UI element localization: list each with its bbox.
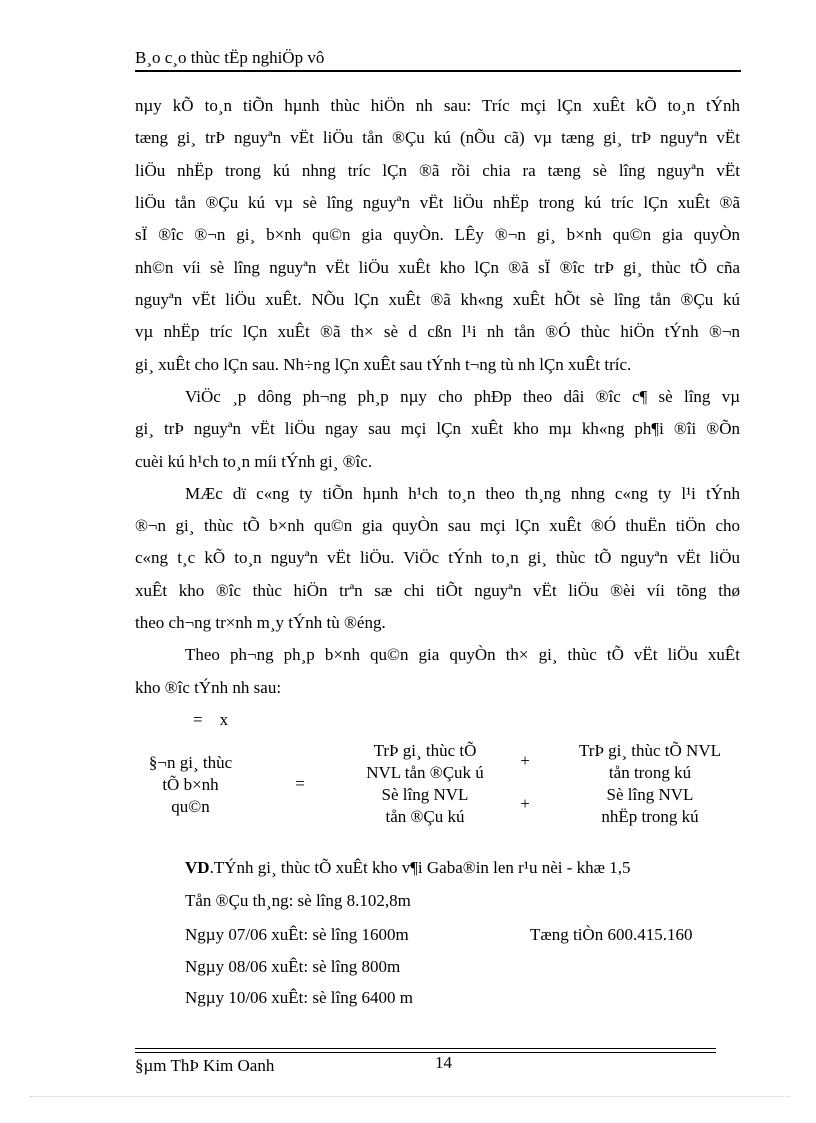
text-line: xuÊt kho ®îc thùc hiÖn trªn sæ chi tiÕt nguyªn vËt liÖu ®èi víi tõng thø: [135, 581, 740, 600]
text-line: ViÖc ¸p dông ph¬ng ph¸p nµy cho phÐp theo dâi ®îc c¶ sè lîng vµ: [185, 387, 740, 406]
example-row: Ngµy 07/06 xuÊt: sè lîng 1600m: [185, 925, 409, 944]
formula-numerator-plus: +: [520, 751, 530, 770]
text-line: c«ng t¸c kÕ to¸n nguyªn vËt liÖu. ViÖc tÝnh to¸n gi¸ thùc tÕ nguyªn vËt liÖu: [135, 548, 740, 567]
text-line: ®¬n gi¸ thùc tÕ b×nh qu©n gia quyÒn sau mçi lÇn xuÊt ®Ó thuËn tiÖn cho: [135, 516, 740, 535]
text-line: nh©n víi sè lîng nguyªn vËt liÖu xuÊt kho lÇn ®ã sÏ ®îc trÞ gi¸ thùc tÕ cña: [135, 258, 740, 277]
text-line: liÖu nhËp trong kú nhng tríc lÇn ®ã rồi chia ra tæng sè lîng nguyªn vËt: [135, 161, 740, 180]
page-edge-divider: [30, 1096, 790, 1097]
formula-term-line: tån trong kú: [608, 763, 692, 782]
formula-lhs-line: §¬n gi¸ thùc: [148, 753, 233, 772]
formula-denominator-right: [560, 784, 740, 828]
example-row: Ngµy 10/06 xuÊt: sè lîng 6400 m: [185, 988, 413, 1007]
text-line: MÆc dï c«ng ty tiÕn hµnh h¹ch to¸n theo th¸ng nhng c«ng ty l¹i tÝnh: [185, 484, 740, 503]
text-line: vµ nhËp tríc lÇn xuÊt ®ã th× sè d cßn l¹i nh tån ®Ó thùc hiÖn tÝnh ®¬n: [135, 322, 740, 341]
formula-numerator-right: [560, 740, 740, 784]
formula-term-line: Sè lîng NVL: [381, 785, 469, 804]
example-title-text: .TÝnh gi¸ thùc tÕ xuÊt kho v¶i Gaba®in len r¹u nèi - khæ 1,5: [209, 858, 631, 877]
example-title: [185, 858, 630, 878]
formula-term-line: NVL tån ®Çuk ú: [366, 763, 484, 782]
text-line: tæng gi¸ trÞ nguyªn vËt liÖu tån ®Çu kú (nÕu cã) vµ tæng gi¸ trÞ nguyªn vËt: [135, 128, 740, 147]
text-line: theo ch¬ng tr×nh m¸y tÝnh tù ®éng.: [135, 613, 386, 632]
formula-numerator-left: [345, 740, 505, 784]
text-line: sÏ ®îc ®¬n gi¸ b×nh qu©n gia quyÒn. LÊy ®¬n gi¸ b×nh qu©n gia quyÒn: [135, 225, 740, 244]
example-label: VD: [185, 858, 210, 877]
text-line: kho ®îc tÝnh nh sau:: [135, 678, 282, 697]
formula-top-line: = x: [193, 710, 229, 729]
formula-denominator-plus: +: [520, 794, 530, 813]
formula-denominator-left: [345, 784, 505, 828]
formula-lhs-line: tÕ b×nh: [162, 775, 219, 794]
formula-term-line: nhËp trong kú: [601, 807, 699, 826]
formula-lhs-line: qu©n: [171, 797, 210, 816]
text-line: nµy kÕ to¸n tiÕn hµnh thùc hiÖn nh sau: Tríc mçi lÇn xuÊt kÕ to¸n tÝnh: [135, 96, 740, 115]
footer-rule: [135, 1048, 716, 1049]
formula-term-line: Sè lîng NVL: [606, 785, 694, 804]
formula-term-line: TrÞ gi¸ thùc tÕ NVL: [579, 741, 721, 760]
text-line: nguyªn vËt liÖu xuÊt. NÕu lÇn xuÊt ®ã kh«ng xuÊt hÕt sè lîng tån ®Çu kú: [135, 290, 740, 309]
example-row-total: Tæng tiÒn 600.415.160: [530, 925, 693, 944]
example-row: Ngµy 08/06 xuÊt: sè lîng 800m: [185, 957, 401, 976]
text-line: cuèi kú h¹ch to¸n míi tÝnh gi¸ ®îc.: [135, 452, 373, 471]
text-line: Theo ph¬ng ph¸p b×nh qu©n gia quyÒn th× gi¸ thùc tÕ vËt liÖu xuÊt: [185, 645, 740, 664]
text-line: liÖu tån ®Çu kú vµ sè lîng nguyªn vËt liÖu nhËp trong kú tríc lÇn xuÊt ®ã: [135, 193, 740, 212]
page-number: 14: [435, 1053, 452, 1072]
footer-author: §µm ThÞ Kim Oanh: [135, 1056, 275, 1075]
formula-term-line: TrÞ gi¸ thùc tÕ: [373, 741, 477, 760]
header-rule: [135, 70, 741, 72]
header-title: B¸o c¸o thùc tËp nghiÖp vô: [135, 48, 325, 67]
text-line: gi¸ xuÊt cho lÇn sau. Nh÷ng lÇn xuÊt sau tÝnh t¬ng tù nh lÇn xuÊt tríc.: [135, 355, 632, 374]
formula-equals: =: [295, 774, 305, 793]
formula-lhs: [128, 752, 253, 818]
example-opening: Tån ®Çu th¸ng: sè lîng 8.102,8m: [185, 891, 411, 910]
formula-term-line: tån ®Çu kú: [385, 807, 465, 826]
text-line: gi¸ trÞ nguyªn vËt liÖu ngay sau mçi lÇn xuÊt kho mµ kh«ng ph¶i ®îi ®Õn: [135, 419, 740, 438]
footer-rule: [135, 1052, 716, 1053]
